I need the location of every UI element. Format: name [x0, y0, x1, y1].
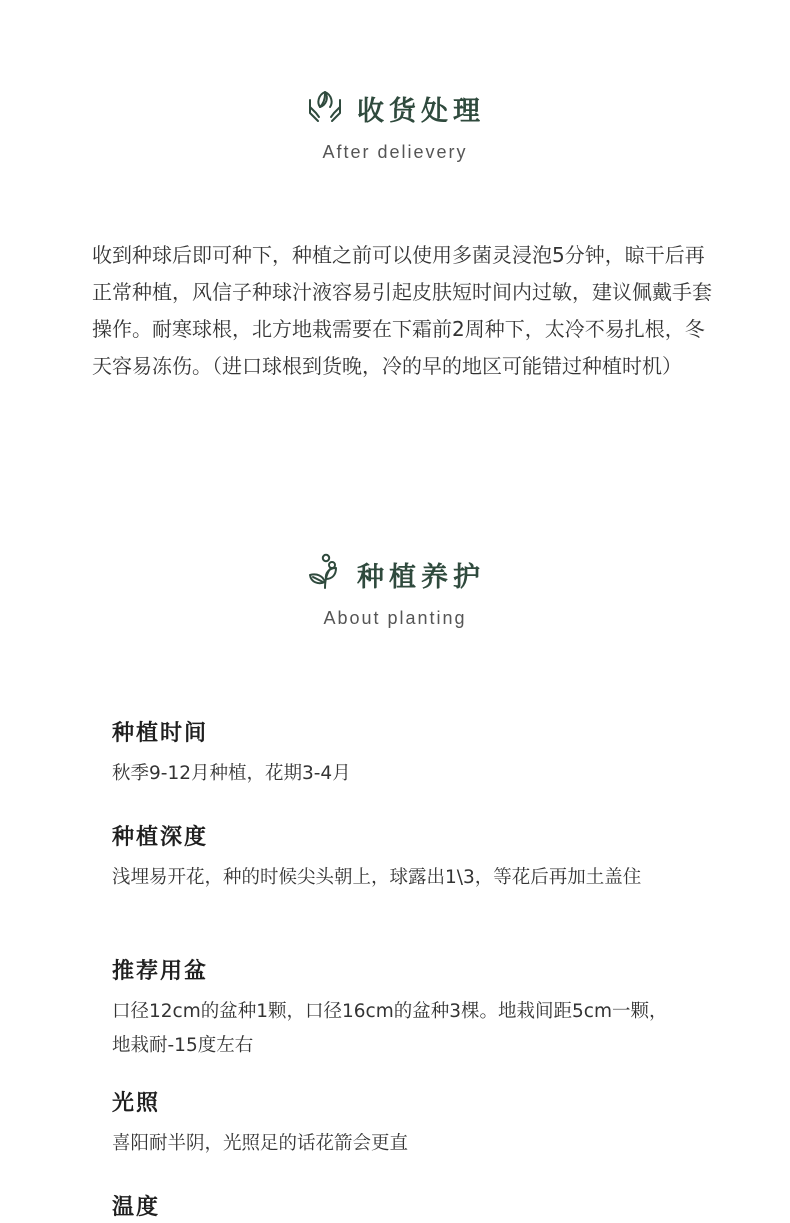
- section-subtitle: After delievery: [322, 142, 468, 162]
- hands-leaf-icon: [305, 86, 345, 130]
- care-item-planting-depth: [112, 820, 712, 895]
- care-item-temperature: [112, 1190, 712, 1221]
- delivery-instructions: 收到种球后即可种下，种植之前可以使用多菌灵浸泡5分钟，晾干后再正常种植，风信子种球汁液容易引起皮肤短时间内过敏，建议佩戴手套操作。耐寒球根，北方地栽需要在下霜前2周种下，太冷不易扎根，冬天容易冻伤。（进口球根到货晚，冷的早的地区可能错过种植时机）: [92, 243, 712, 378]
- section-title: 种植养护: [357, 561, 485, 593]
- care-heading: 推荐用盆: [112, 959, 209, 984]
- care-heading: 种植深度: [112, 825, 209, 850]
- care-text: 喜阳耐半阴，光照足的话花箭会更直: [112, 1133, 409, 1154]
- sprout-icon: [305, 552, 345, 596]
- care-item-light: [112, 1086, 712, 1161]
- section-subtitle: About planting: [323, 608, 467, 628]
- about-planting-header: [0, 552, 790, 629]
- care-heading: 光照: [112, 1091, 161, 1116]
- care-text: 秋季9-12月种植，花期3-4月: [112, 763, 351, 784]
- care-heading: 温度: [112, 1195, 161, 1220]
- section-title: 收货处理: [357, 95, 485, 127]
- care-text: 口径12cm的盆种1颗，口径16cm的盆种3棵。地栽间距5cm一颗，地栽耐-15度左右: [112, 1001, 668, 1056]
- after-delivery-header: [0, 86, 790, 163]
- care-item-planting-time: [112, 716, 712, 791]
- care-item-recommended-pot: [112, 954, 712, 1063]
- care-heading: 种植时间: [112, 721, 209, 746]
- care-text: 浅埋易开花，种的时候尖头朝上，球露出1\3，等花后再加土盖住: [112, 867, 642, 888]
